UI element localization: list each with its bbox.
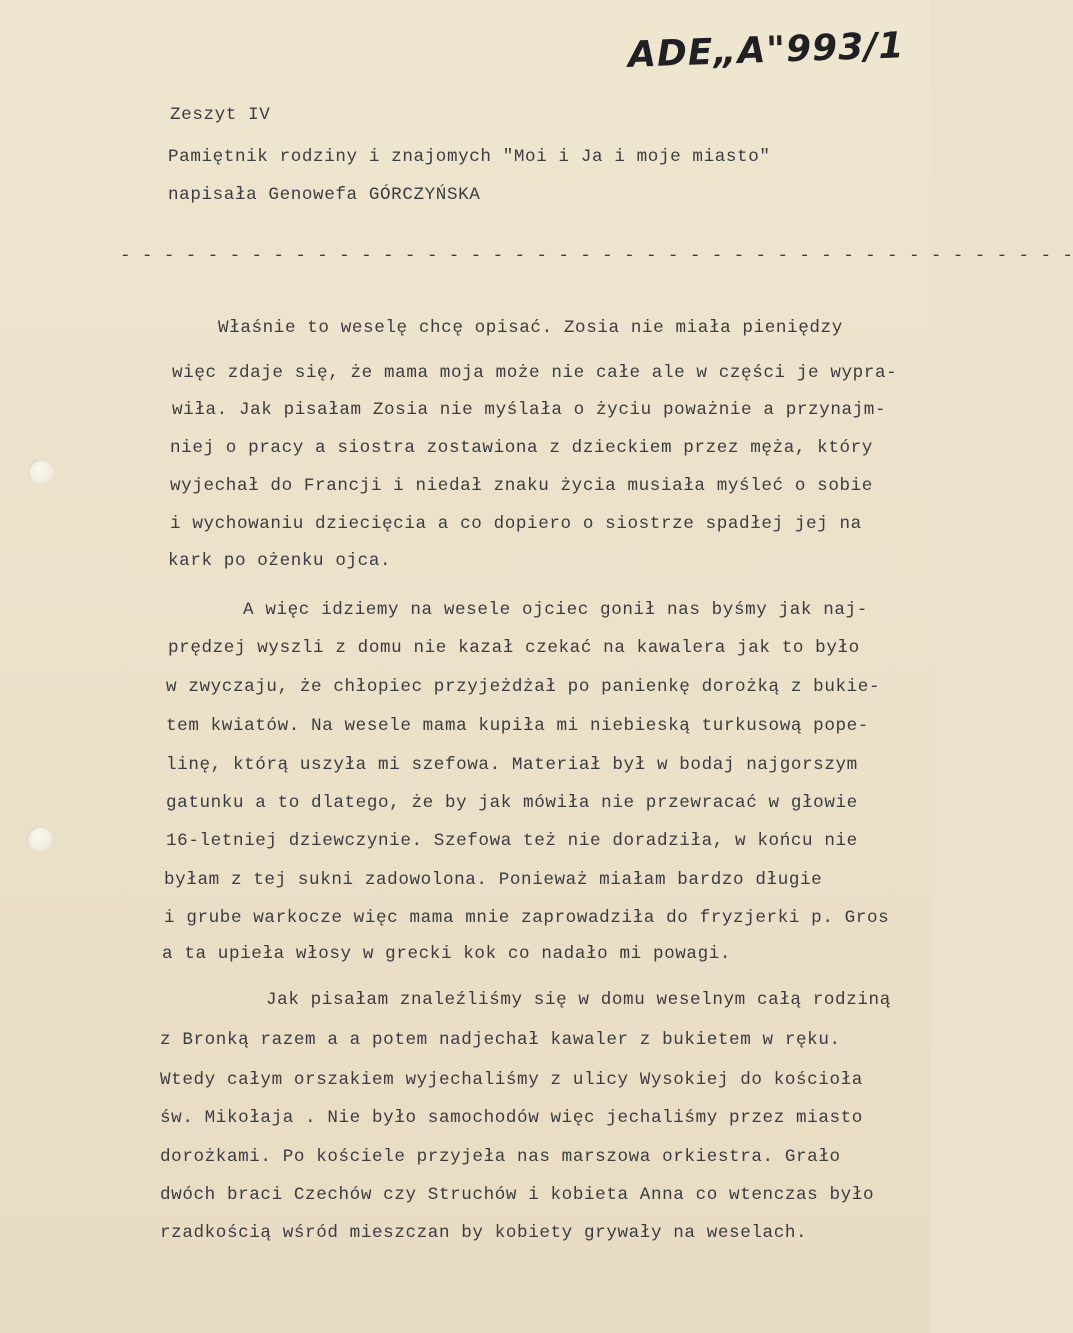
paragraph-2-line-2: prędzej wyszli z domu nie kazał czekać na kawalera jak to było [168, 638, 860, 658]
paragraph-3-line-1: Jak pisałam znaleźliśmy się w domu weselnym całą rodziną [266, 990, 891, 1010]
paragraph-2-line-8: byłam z tej sukni zadowolona. Ponieważ miałam bardzo długie [164, 870, 823, 890]
paragraph-1-line-3: wiła. Jak pisałam Zosia nie myślała o życiu poważnie a przynajm- [172, 400, 887, 420]
paragraph-2-line-5: linę, którą uszyła mi szefowa. Materiał był w bodaj najgorszym [166, 755, 858, 775]
paragraph-1-line-6: i wychowaniu dziecięcia a co dopiero o siostrze spadłej jej na [170, 514, 862, 534]
paragraph-1-line-4: niej o pracy a siostra zostawiona z dzieckiem przez męża, który [170, 438, 873, 458]
paragraph-3-line-4: św. Mikołaja . Nie było samochodów więc jechaliśmy przez miasto [160, 1108, 863, 1128]
notebook-label: Zeszyt IV [170, 105, 271, 125]
paragraph-3-line-7: rzadkością wśród mieszczan by kobiety grywały na weselach. [160, 1223, 808, 1243]
paragraph-3-line-2: z Bronką razem a a potem nadjechał kawaler z bukietem w ręku. [160, 1030, 841, 1050]
paragraph-2-line-9: i grube warkocze więc mama mnie zaprowadziła do fryzjerki p. Gros [164, 908, 890, 928]
paragraph-1-line-2: więc zdaje się, że mama moja może nie całe ale w części je wypra- [172, 363, 898, 383]
paragraph-1-line-1: Właśnie to weselę chcę opisać. Zosia nie miała pieniędzy [218, 318, 843, 338]
punch-hole-top [28, 459, 54, 485]
punch-hole-bottom [27, 826, 53, 852]
paragraph-2-line-4: tem kwiatów. Na wesele mama kupiła mi niebieską turkusową pope- [166, 716, 869, 736]
paragraph-2-line-1: A więc idziemy na wesele ojciec gonił nas byśmy jak naj- [243, 600, 868, 620]
paragraph-1-line-5: wyjechał do Francji i niedał znaku życia musiała myśleć o sobie [170, 476, 873, 496]
author-line: napisała Genowefa GÓRCZYŃSKA [168, 185, 481, 205]
paragraph-2-line-3: w zwyczaju, że chłopiec przyjeżdżał po panienkę dorożką z bukie- [166, 677, 881, 697]
paragraph-2-line-10: a ta upieła włosy w grecki kok co nadało mi powagi. [162, 944, 732, 964]
paragraph-2-line-6: gatunku a to dlatego, że by jak mówiła nie przewracać w głowie [166, 793, 858, 813]
archive-signature: ADE„A"993/1 [627, 25, 906, 76]
document-title: Pamiętnik rodziny i znajomych "Moi i Ja i moje miasto" [168, 147, 771, 167]
paragraph-3-line-3: Wtedy całym orszakiem wyjechaliśmy z ulicy Wysokiej do kościoła [160, 1070, 863, 1090]
paragraph-1-line-7: kark po ożenku ojca. [168, 551, 392, 571]
paragraph-3-line-5: dorożkami. Po kościele przyjeła nas marszowa orkiestra. Grało [160, 1147, 841, 1167]
paragraph-2-line-7: 16-letniej dziewczynie. Szefowa też nie doradziła, w końcu nie [166, 831, 858, 851]
paragraph-3-line-6: dwóch braci Czechów czy Struchów i kobieta Anna co wtenczas było [160, 1185, 875, 1205]
dashed-separator: - - - - - - - - - - - - - - - - - - - - - - - - - - - - - - - - - - - - - - - - - - - - [120, 246, 1073, 266]
